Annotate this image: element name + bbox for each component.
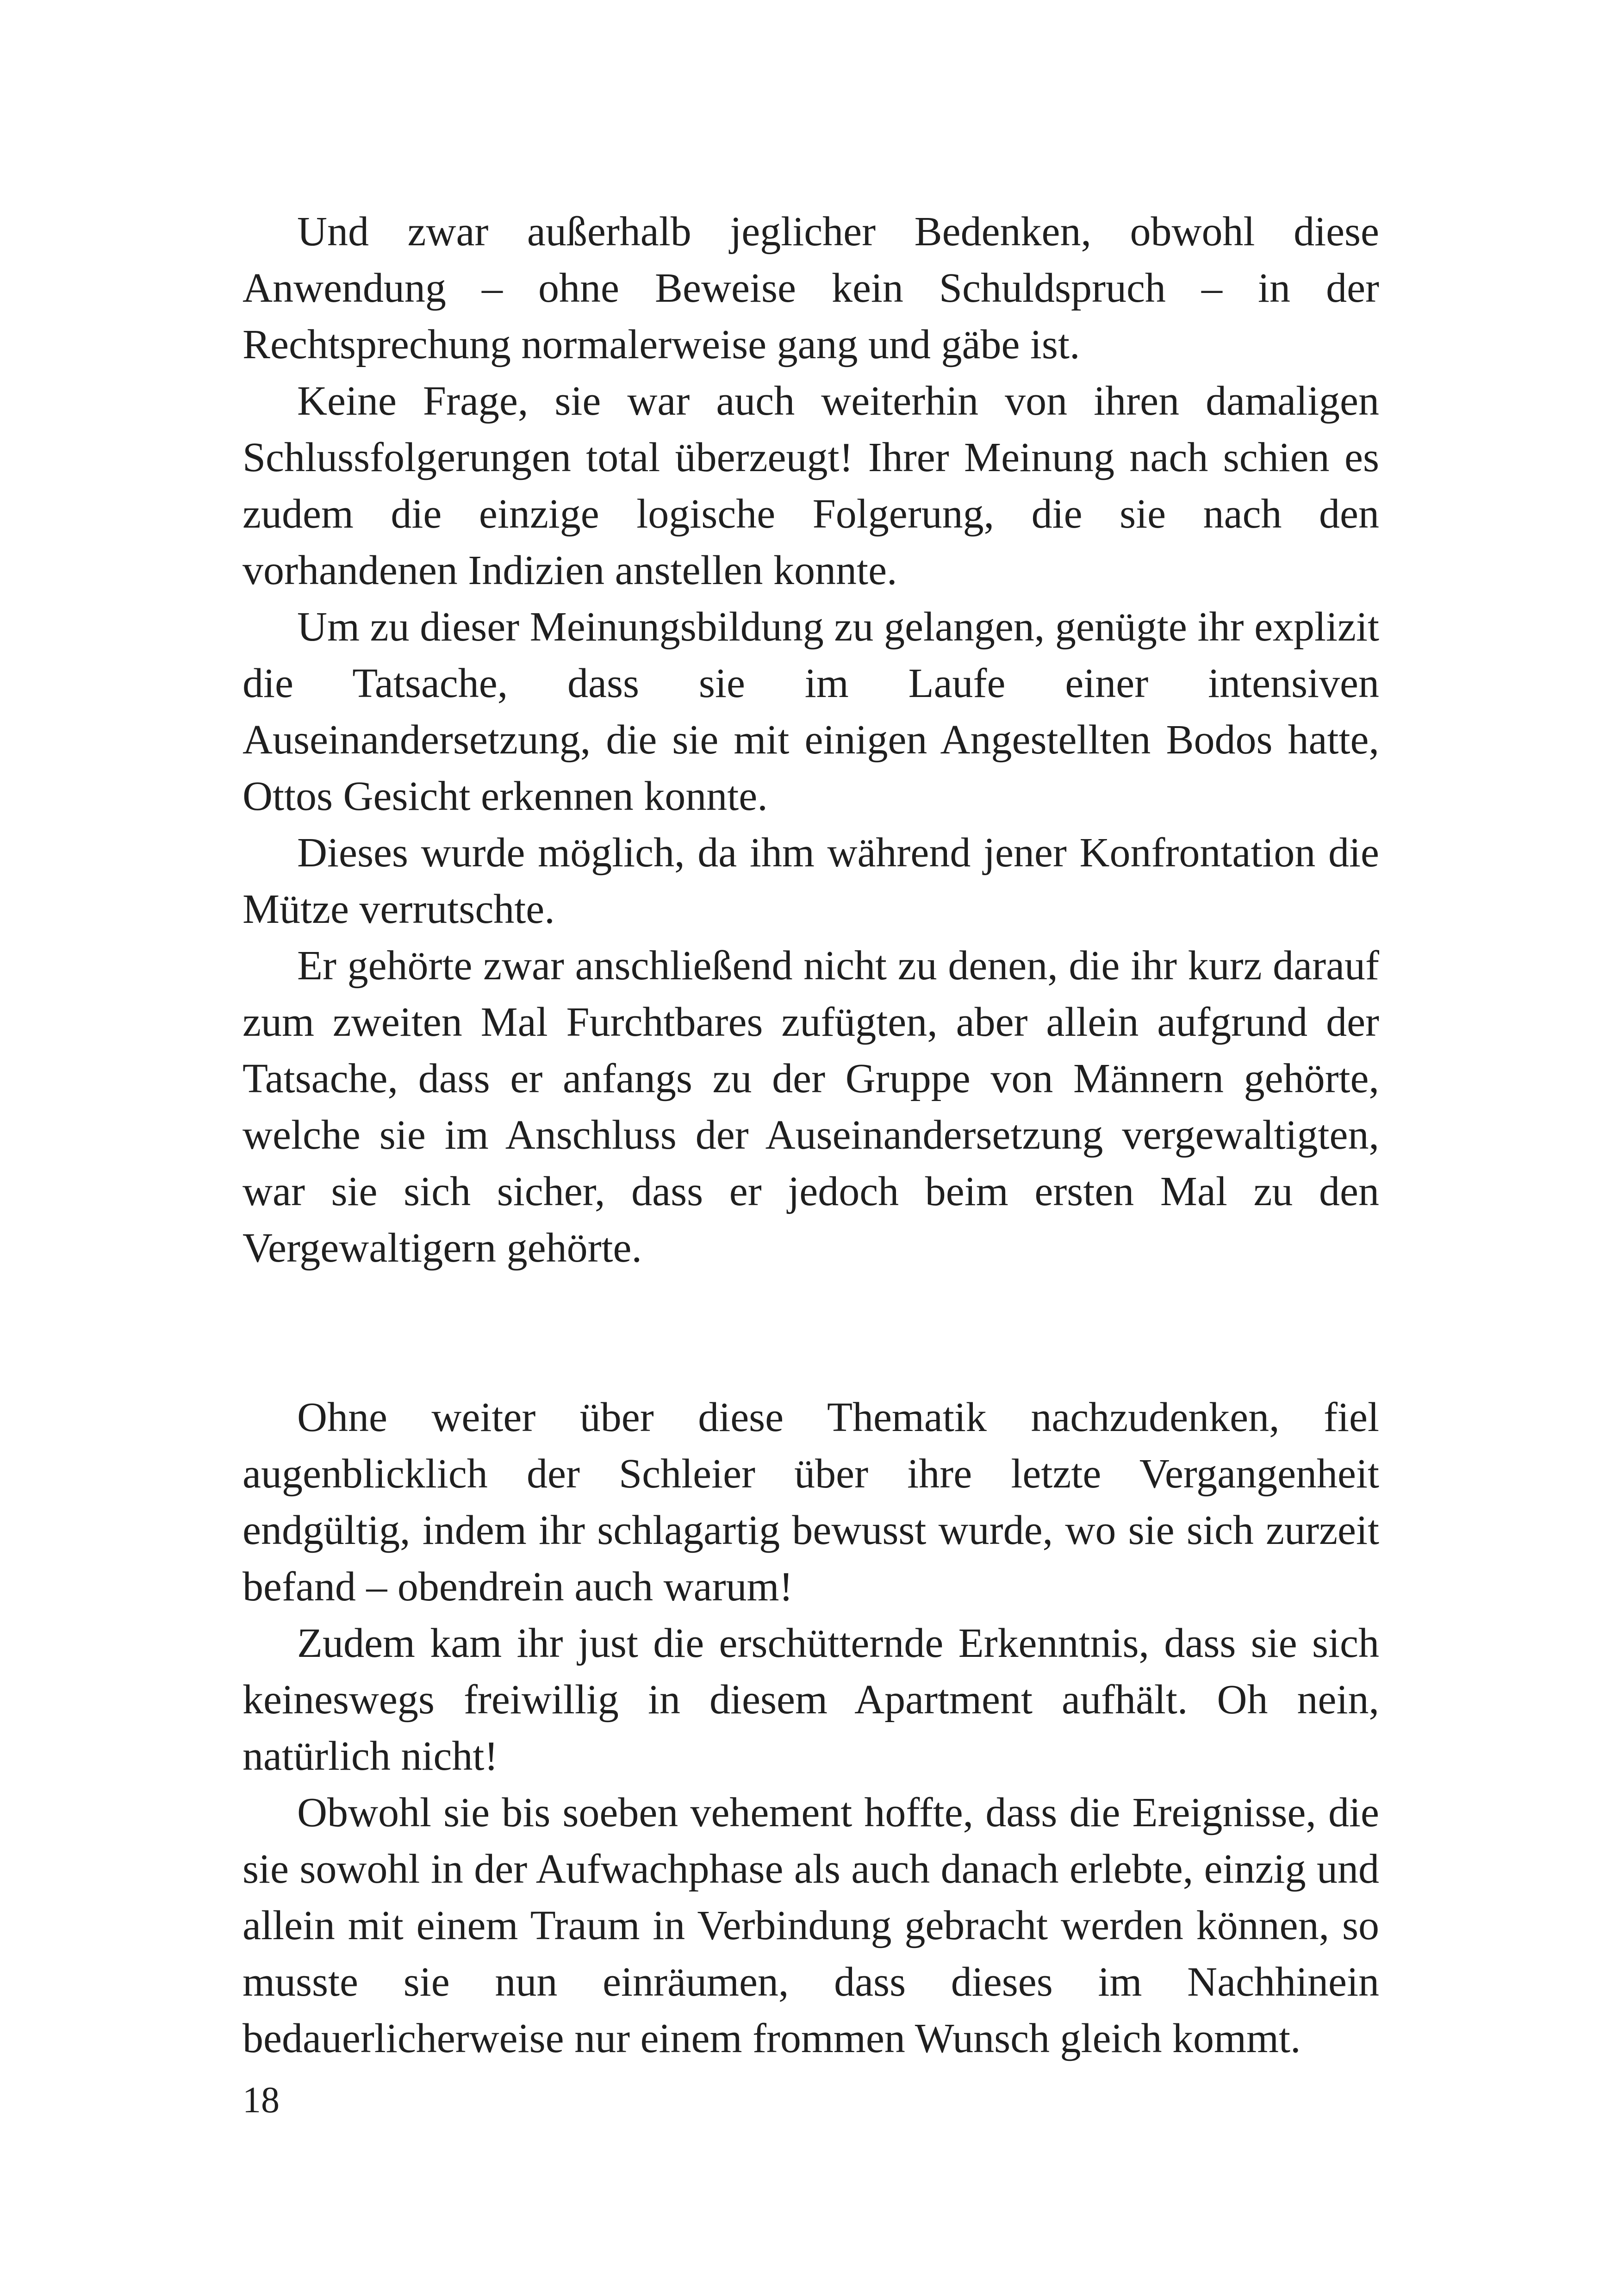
paragraph-3: Um zu dieser Meinungsbildung zu gelangen, genügte ihr explizit die Tatsache, dass sie im Laufe einer intensiven Auseinandersetzung, die sie mit einigen Angestellten Bodos hatte, Ottos Gesicht erkennen konnte. [243,604,1379,819]
paragraph-4: Dieses wurde möglich, da ihm während jener Konfrontation die Mütze verrutschte. [243,830,1379,932]
paragraph-1: Und zwar außerhalb jeglicher Bedenken, obwohl diese Anwendung – ohne Beweise kein Schuldspruch – in der Rechtsprechung normalerweise gang und gäbe ist. [243,209,1379,367]
paragraph-6: Ohne weiter über diese Thematik nachzudenken, fiel augenblicklich der Schleier über ihre letzte Vergangenheit endgültig, indem ihr schlagartig bewusst wurde, wo sie sich zurzeit befand – obendrein auch warum! [243,1394,1379,1610]
section-break [243,1276,1379,1389]
body-text [243,204,1379,2067]
page-number: 18 [243,2080,280,2121]
paragraph-2: Keine Frage, sie war auch weiterhin von ihren damaligen Schlussfolgerungen total überzeugt! Ihrer Meinung nach schien es zudem die einzige logische Folgerung, die sie nach den vorhandenen Indizien anstellen konnte. [243,378,1379,593]
paragraph-5: Er gehörte zwar anschließend nicht zu denen, die ihr kurz darauf zum zweiten Mal Furchtbares zufügten, aber allein aufgrund der Tatsache, dass er anfangs zu der Gruppe von Männern gehörte, welche sie im Anschluss der Auseinandersetzung vergewaltigten, war sie sich sicher, dass er jedoch beim ersten Mal zu den Vergewaltigern gehörte. [243,943,1379,1271]
paragraph-7: Zudem kam ihr just die erschütternde Erkenntnis, dass sie sich keineswegs freiwillig in diesem Apartment aufhält. Oh nein, natürlich nicht! [243,1620,1379,1779]
paragraph-8: Obwohl sie bis soeben vehement hoffte, dass die Ereignisse, die sie sowohl in der Aufwachphase als auch danach erlebte, einzig und allein mit einem Traum in Verbindung gebracht werden können, so musste sie nun einräumen, dass dieses im Nachhinein bedauerlicherweise nur einem frommen Wunsch gleich kommt. [243,1790,1379,2061]
